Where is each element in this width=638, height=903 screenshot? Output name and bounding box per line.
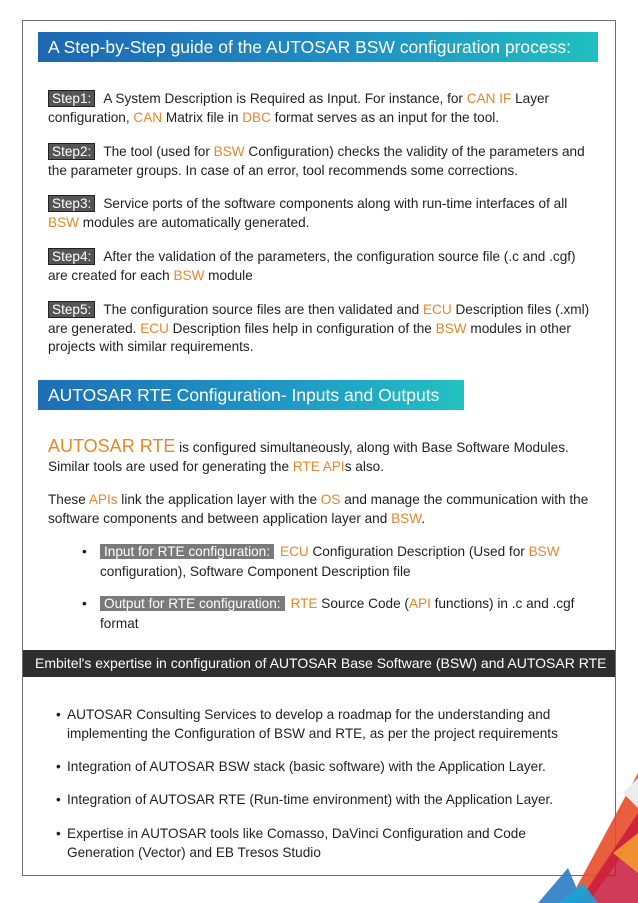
text-segment: Configuration) checks the validity of the parameters and the parameter groups. In case of an error, tool recommends some corrections. — [48, 144, 585, 178]
step-4 — [48, 248, 598, 285]
text-segment: Service ports of the software components along with run-time interfaces of all — [103, 196, 568, 211]
text-segment: The configuration source files are then validated and — [103, 302, 423, 317]
rte-intro-paragraph — [48, 437, 608, 476]
bullet-icon: • — [56, 707, 61, 722]
text-segment: A System Description is Required as Input. For instance, for — [103, 91, 467, 106]
highlighted-term: BSW — [213, 144, 245, 159]
highlighted-term: RTE API — [292, 458, 345, 474]
step-tag: Step2: — [48, 143, 95, 160]
rte-input-bullet — [82, 542, 598, 581]
text-segment: modules are automatically generated. — [78, 214, 310, 230]
text-segment: module — [204, 267, 253, 283]
highlighted-term: BSW — [528, 544, 560, 559]
expertise-text: AUTOSAR Consulting Services to develop a roadmap for the understanding and implementing the Configuration of BSW and RTE, as per the project requirements — [67, 707, 558, 741]
highlighted-term: DBC — [242, 109, 271, 125]
rte-config-banner: AUTOSAR RTE Configuration- Inputs and Outputs — [38, 380, 464, 410]
step-3 — [48, 195, 598, 232]
text-segment: is configured simultaneously, along with Base Software Modules. Similar tools are used for generating the — [48, 440, 569, 474]
text-segment: s also. — [344, 458, 385, 474]
highlighted-term: RTE — [290, 596, 318, 611]
bullet-icon: • — [56, 826, 61, 841]
text-segment: Configuration Description (Used for — [308, 544, 529, 559]
bsw-guide-banner: A Step-by-Step guide of the AUTOSAR BSW configuration process: — [38, 32, 598, 62]
highlighted-term: CAN — [133, 109, 163, 125]
step-1 — [48, 90, 598, 127]
expertise-item-2 — [56, 758, 586, 777]
highlighted-term: ECU — [280, 544, 309, 559]
highlighted-term: ECU — [422, 302, 452, 317]
step-tag: Step3: — [48, 195, 95, 212]
corner-decoration — [528, 773, 638, 903]
expertise-item-3 — [56, 791, 586, 810]
highlighted-term: OS — [320, 492, 341, 507]
expertise-text: Integration of AUTOSAR BSW stack (basic software) with the Application Layer. — [67, 759, 546, 774]
expertise-text: Integration of AUTOSAR RTE (Run-time environment) with the Application Layer. — [67, 792, 554, 807]
text-segment: Description files help in configuration of the — [168, 320, 436, 336]
expertise-banner: Embitel's expertise in configuration of AUTOSAR Base Software (BSW) and AUTOSAR RTE — [23, 650, 615, 677]
rte-apis-paragraph — [48, 491, 608, 528]
bullet-icon: • — [82, 544, 87, 559]
output-tag: Output for RTE configuration: — [100, 596, 285, 611]
text-segment: Description files (.xml) are generated. — [48, 302, 590, 336]
text-segment: format serves as an input for the tool. — [270, 109, 500, 125]
highlighted-term: CAN IF — [466, 91, 512, 106]
expertise-item-1 — [56, 706, 586, 743]
step-2 — [48, 143, 598, 180]
input-tag: Input for RTE configuration: — [100, 544, 274, 559]
rte-output-bullet — [82, 594, 598, 633]
bullet-icon: • — [82, 596, 87, 611]
text-segment: After the validation of the parameters, the configuration source file (.c and .cgf) are created for each — [48, 249, 576, 283]
highlighted-term: BSW — [173, 267, 205, 283]
step-tag: Step1: — [48, 90, 95, 107]
bullet-icon: • — [56, 792, 61, 807]
text-segment: configuration), Software Component Description file — [100, 563, 411, 579]
step-tag: Step4: — [48, 248, 95, 265]
step-tag: Step5: — [48, 301, 95, 318]
bullet-icon: • — [56, 759, 61, 774]
text-segment: Matrix file in — [162, 109, 243, 125]
highlighted-term: ECU — [140, 320, 169, 336]
highlighted-term: APIs — [88, 492, 118, 507]
text-segment: functions) in .c and .cgf format — [100, 596, 575, 631]
text-segment: The tool (used for — [103, 144, 214, 159]
step-5 — [48, 301, 598, 357]
highlighted-term: AUTOSAR RTE — [48, 436, 176, 456]
text-segment: Source Code ( — [317, 596, 409, 611]
highlighted-term: API — [408, 596, 431, 611]
text-segment: and manage the communication with the software components and between application layer and — [48, 492, 589, 526]
text-segment: link the application layer with the — [117, 492, 321, 507]
expertise-text: Expertise in AUTOSAR tools like Comasso, DaVinci Configuration and Code Generation (Vector) and EB Tresos Studio — [67, 826, 526, 860]
text-segment: These — [48, 492, 89, 507]
expertise-item-4 — [56, 825, 586, 862]
text-segment: modules in other projects with similar requirements. — [48, 320, 571, 354]
highlighted-term: BSW — [48, 214, 79, 230]
highlighted-term: BSW — [391, 510, 422, 526]
highlighted-term: BSW — [435, 320, 467, 336]
text-segment: . — [421, 510, 426, 526]
text-segment: Layer configuration, — [48, 91, 550, 125]
